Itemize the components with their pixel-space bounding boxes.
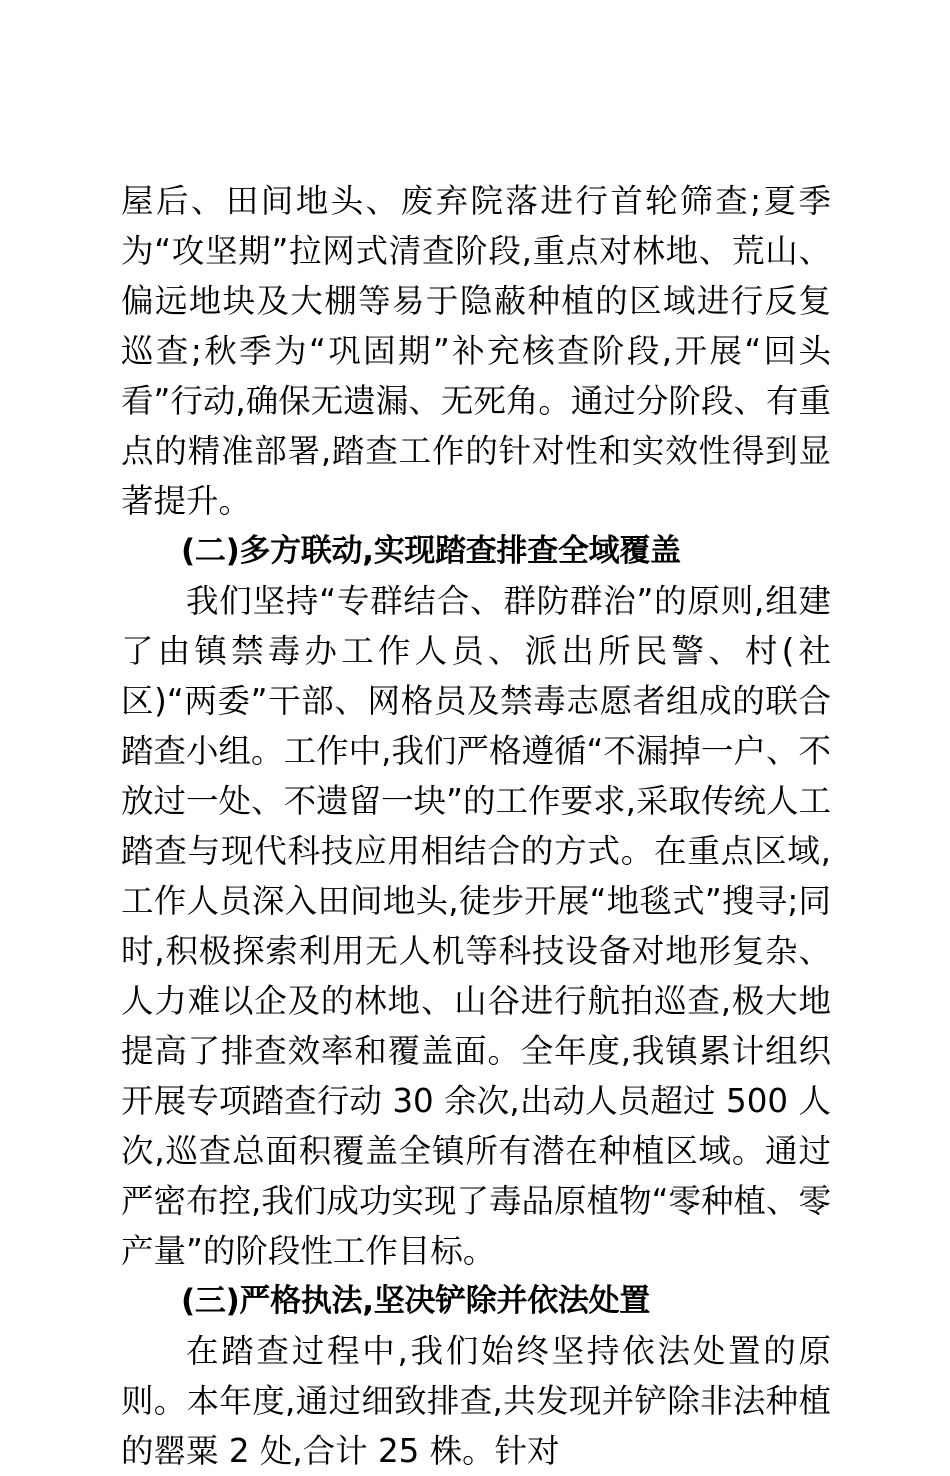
heading-section-three: (三)严格执法,坚决铲除并依法处置 — [181, 1283, 651, 1319]
paragraph-continuation-phase-deployment: 屋后、田间地头、废弃院落进行首轮筛查;夏季为“攻坚期”拉网式清查阶段,重点对林地、荒山、偏远地块及大棚等易于隐蔽种植的区域进行反复巡查;秋季为“巩固期”补充核查阶段,开展“回头看”行动,确保无遗漏、无死角。通过分阶段、有重点的精准部署,踏查工作的针对性和实效性得到显著提升。 — [121, 182, 831, 520]
paragraph-strict-law-enforcement: 在踏查过程中,我们始终坚持依法处置的原则。本年度,通过细致排查,共发现并铲除非法种植的罂粟 2 处,合计 25 株。针对 — [121, 1332, 831, 1470]
paragraph-multi-party-coordination: 我们坚持“专群结合、群防群治”的原则,组建了由镇禁毒办工作人员、派出所民警、村(社区)“两委”干部、网格员及禁毒志愿者组成的联合踏查小组。工作中,我们严格遵循“不漏掉一户、不放过一处、不遗留一块”的工作要求,采取传统人工踏查与现代科技应用相结合的方式。在重点区域,工作人员深入田间地头,徒步开展“地毯式”搜寻;同时,积极探索利用无人机等科技设备对地形复杂、人力难以企及的林地、山谷进行航拍巡查,极大地提高了排查效率和覆盖面。全年度,我镇累计组织开展专项踏查行动 30 余次,出动人员超过 500 人次,巡查总面积覆盖全镇所有潜在种植区域。通过严密布控,我们成功实现了毒品原植物“零种植、零产量”的阶段性工作目标。 — [121, 582, 831, 1270]
document-body — [121, 176, 831, 1476]
heading-section-two: (二)多方联动,实现踏查排查全域覆盖 — [181, 533, 681, 569]
